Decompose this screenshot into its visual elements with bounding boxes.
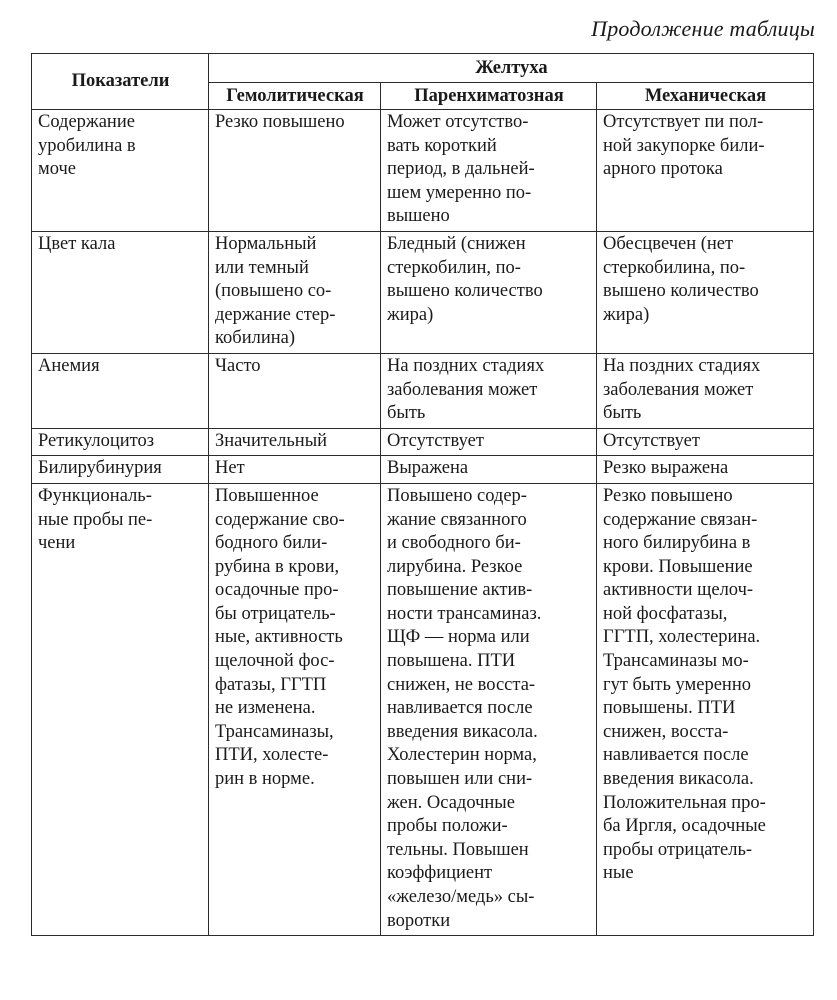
table-row: [32, 428, 814, 456]
table-cell: Бледный (снижен стеркобилин, по- вышено количество жира): [381, 231, 597, 353]
table-cell: Отсутствует: [381, 428, 597, 456]
group-header-jaundice: Желтуха: [209, 54, 814, 83]
table-row: [32, 110, 814, 232]
row-label-stool-color: Цвет кала: [32, 231, 209, 353]
table-cell: Может отсутство- вать короткий период, в дальней- шем умеренно по- вышено: [381, 110, 597, 232]
table-cell: Обесцвечен (нет стеркобилина, по- вышено количество жира): [597, 231, 814, 353]
table-row: [32, 483, 814, 935]
table-cell: Повышенное содержание сво- бодного били- рубина в крови, осадочные про- бы отрицатель- ные, активность щелочной фос- фатазы, ГГТП не изменена. Трансаминазы, ПТИ, холесте- рин в норме.: [209, 483, 381, 935]
table-row: [32, 353, 814, 428]
table-cell: Значительный: [209, 428, 381, 456]
table-cell: Нормальный или темный (повышено со- держание стер- кобилина): [209, 231, 381, 353]
table-cell: Нет: [209, 456, 381, 484]
table-row: [32, 231, 814, 353]
row-label-bilirubinuria: Билирубинурия: [32, 456, 209, 484]
table-cell: Выражена: [381, 456, 597, 484]
column-header-mechanical: Механическая: [597, 83, 814, 110]
row-header-indicators: Показатели: [32, 54, 209, 110]
column-header-hemolytic: Гемолитическая: [209, 83, 381, 110]
table-cell: Резко выражена: [597, 456, 814, 484]
table-cell: На поздних стадиях заболевания может быть: [381, 353, 597, 428]
table-cell: Резко повышено: [209, 110, 381, 232]
table-cell: Повышено содер- жание связанного и свободного би- лирубина. Резкое повышение актив- ности трансаминаз. ЩФ — норма или повышена. ПТИ снижен, не восста- навливается после введения викасола. Холестерин норма, повышен или сни- жен. Осадочные пробы положи- тельны. Повышен коэффициент «железо/медь» сы- воротки: [381, 483, 597, 935]
row-label-liver-tests: Функциональ- ные пробы пе- чени: [32, 483, 209, 935]
row-label-urobilin: Содержание уробилина в моче: [32, 110, 209, 232]
row-label-anemia: Анемия: [32, 353, 209, 428]
row-label-reticulocytosis: Ретикулоцитоз: [32, 428, 209, 456]
jaundice-comparison-table: [31, 53, 814, 936]
table-cell: На поздних стадиях заболевания может быть: [597, 353, 814, 428]
table-row: [32, 456, 814, 484]
table-cell: Часто: [209, 353, 381, 428]
table-cell: Отсутствует: [597, 428, 814, 456]
table-cell: Отсутствует пи пол- ной закупорке били- арного протока: [597, 110, 814, 232]
column-header-parenchymal: Паренхиматозная: [381, 83, 597, 110]
table-continuation-caption: Продолжение таблицы: [591, 16, 815, 41]
table-cell: Резко повышено содержание связан- ного билирубина в крови. Повышение активности щелоч- ной фосфатазы, ГГТП, холестерина. Трансаминазы мо- гут быть умеренно повышены. ПТИ снижен, восста- навливается после введения викасола. Положительная про- ба Иргля, осадочные пробы отрицатель- ные: [597, 483, 814, 935]
